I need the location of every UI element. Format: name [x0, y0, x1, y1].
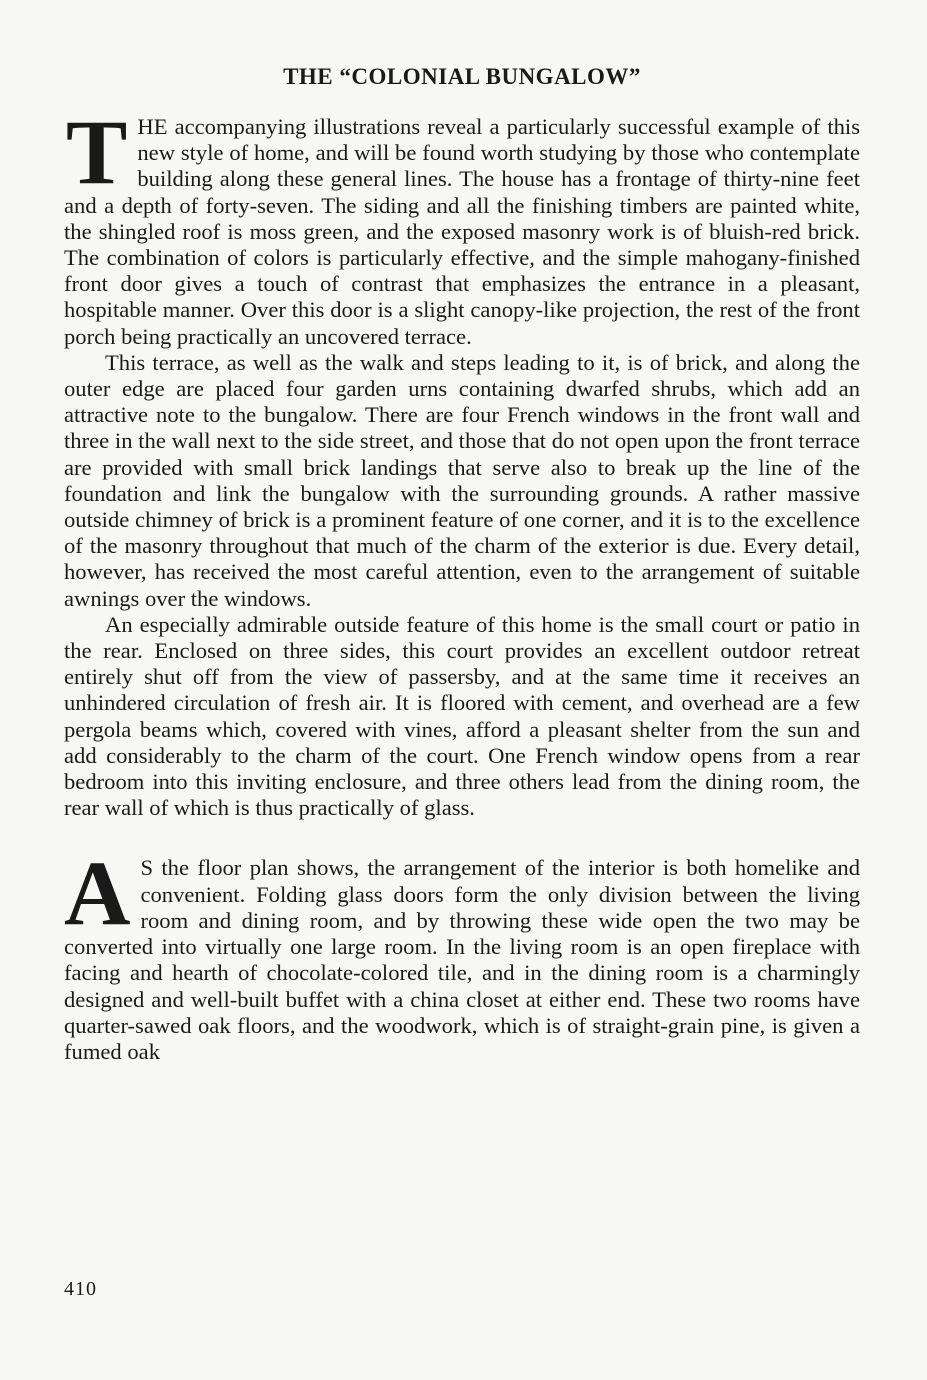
paragraph-interior-text: S the floor plan shows, the arrangement of the interior is both homelike and convenient. Folding glass doors form the only division between the living room and dining room, and by throwing these wide open the two may be converted into virtually one large room. In the living room is an open fireplace with facing and hearth of chocolate-colored tile, and in the dining room is a charmingly designed and well-built buffet with a china closet at either end. These two rooms have quarter-sawed oak floors, and the woodwork, which is of straight-grain pine, is given a fumed oak [64, 855, 860, 1064]
paragraph-intro-text: HE accompanying illustrations reveal a particularly successful example of this new style of home, and will be found worth studying by those who contemplate building along these general lines. The house has a frontage of thirty-nine feet and a depth of forty-seven. The siding and all the finishing timbers are painted white, the shingled roof is moss green, and the exposed masonry work is of bluish-red brick. The combination of colors is particularly effective, and the simple mahogany-finished front door gives a touch of contrast that emphasizes the entrance in a pleasant, hospitable manner. Over this door is a slight canopy-like projection, the rest of the front porch being practically an uncovered terrace. [64, 114, 860, 349]
drop-cap-t: T [66, 101, 128, 203]
article [64, 62, 860, 1065]
article-title: THE “COLONIAL BUNGALOW” [283, 64, 641, 89]
paragraph-interior [64, 842, 860, 1065]
page-number: 410 [64, 1278, 97, 1300]
drop-cap-a: A [64, 842, 131, 945]
paragraph-terrace: This terrace, as well as the walk and steps leading to it, is of brick, and along the outer edge are placed four garden urns containing dwarfed shrubs, which add an attractive note to the bungalow. There are four French windows in the front wall and three in the wall next to the side street, and those that do not open upon the front terrace are provided with small brick landings that serve also to break up the line of the foundation and link the bungalow with the surrounding grounds. A rather massive outside chimney of brick is a prominent feature of one corner, and it is to the excellence of the masonry throughout that much of the charm of the exterior is due. Every detail, however, has received the most careful attention, even to the arrangement of suitable awnings over the windows. [64, 349, 860, 611]
section-divider [64, 821, 860, 855]
paragraph-intro [64, 101, 860, 350]
paragraph-patio: An especially admirable outside feature of this home is the small court or patio in the rear. Enclosed on three sides, this court provides an excellent outdoor retreat entirely shut off from the view of passersby, and at the same time it receives an unhindered circulation of fresh air. It is floored with cement, and overhead are a few pergola beams which, covered with vines, afford a pleasant shelter from the sun and add considerably to the charm of the court. One French window opens from a rear bedroom into this inviting enclosure, and three others lead from the dining room, the rear wall of which is thus practically of glass. [64, 611, 860, 821]
